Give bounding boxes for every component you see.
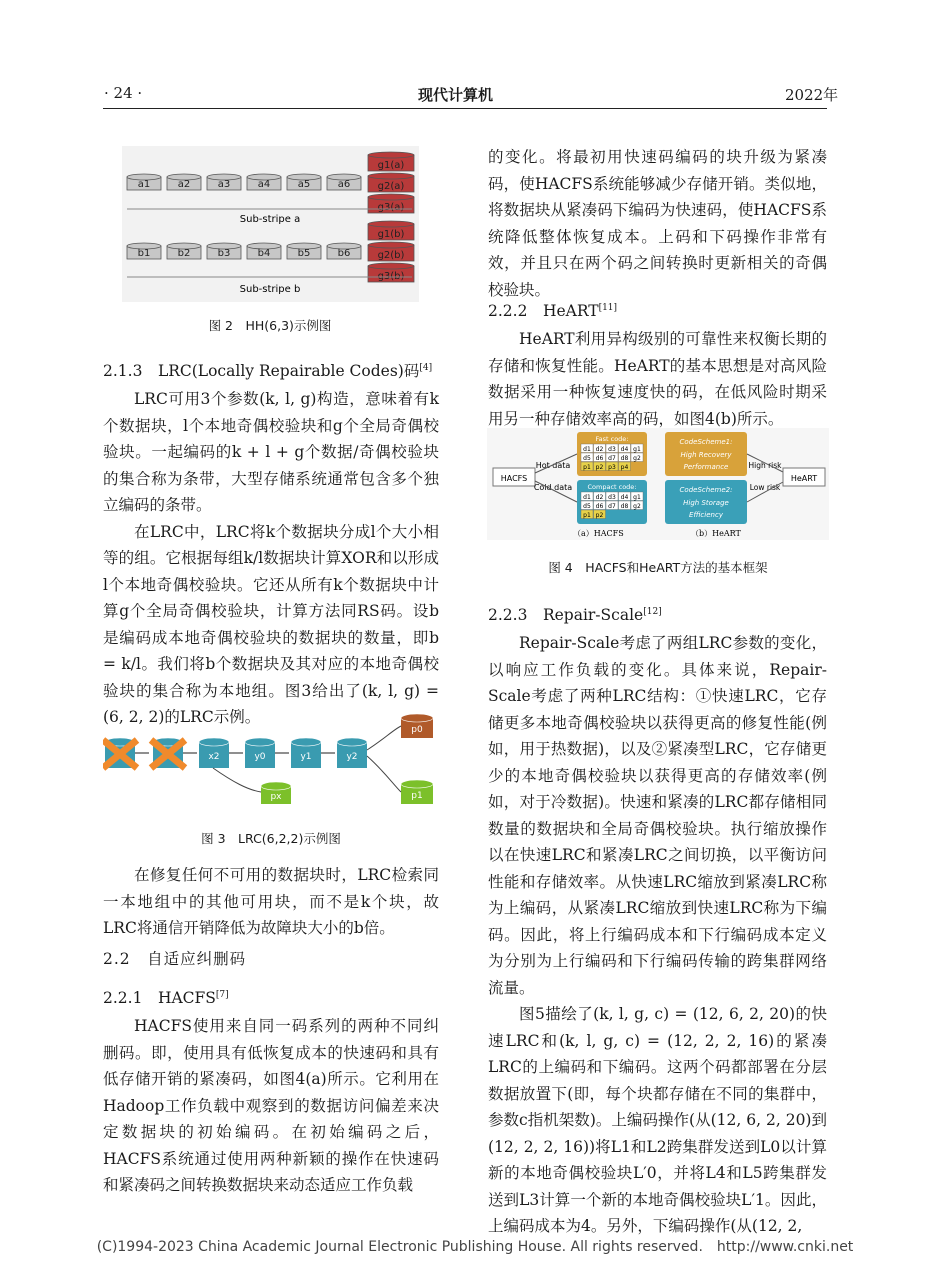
compact-grid-cell-label: d7 bbox=[608, 503, 616, 510]
parity-g3(b) bbox=[368, 263, 414, 282]
copyright-footer: (C)1994-2023 China Academic Journal Electronic Publishing House. All rights reserved. http://www.cnki.net bbox=[96, 1239, 854, 1255]
fast-grid-cell-label: p3 bbox=[608, 464, 616, 471]
parity-g2(a) bbox=[368, 173, 414, 192]
hot-data-label: Hot data bbox=[535, 461, 571, 470]
compact-code-title: Compact code: bbox=[587, 483, 637, 491]
figure-2 bbox=[122, 146, 419, 302]
codescheme2-title: CodeScheme2: bbox=[679, 486, 733, 494]
header-rule bbox=[103, 108, 827, 109]
sub-stripe-b-label: Sub-stripe b bbox=[239, 284, 301, 295]
figure-4 bbox=[487, 428, 829, 540]
fast-grid-cell-label: d1 bbox=[583, 446, 591, 453]
node-y1 bbox=[291, 738, 321, 768]
compact-grid-cell-label: d1 bbox=[583, 494, 591, 501]
fast-grid-cell-label: p2 bbox=[595, 464, 604, 471]
data-block-b6-label: b6 bbox=[337, 248, 351, 259]
parity-g3(a) bbox=[368, 194, 414, 213]
parity-g1(b)-label: g1(b) bbox=[377, 229, 405, 240]
compact-grid-cell-label: p2 bbox=[595, 512, 604, 519]
data-block-b3-label: b3 bbox=[217, 248, 231, 259]
data-block-b6 bbox=[327, 243, 361, 259]
parity-p0-label: p0 bbox=[411, 725, 423, 735]
section-2-2-2-heading: 2.2.2 HeART[11] bbox=[488, 302, 618, 321]
compact-grid-cell-label: g1 bbox=[633, 494, 641, 501]
figure-4-diagram bbox=[487, 428, 829, 540]
compact-grid-cell-label: d8 bbox=[620, 503, 629, 510]
hacfs-paragraph-continued: 的变化。将最初用快速码编码的块升级为紧凑码，使HACFS系统能够减少存储开销。类似地，将数据块从紧凑码下编码为快速码，使HACFS系统降低整体恢复成本。上码和下码操作非常有效，并且只在两个码之间转换时更新相关的奇偶校验块。 bbox=[488, 148, 827, 299]
data-block-a1 bbox=[127, 174, 161, 190]
parity-g3(a)-label: g3(a) bbox=[377, 202, 405, 213]
data-block-a3-label: a3 bbox=[217, 179, 231, 190]
parity-px bbox=[261, 782, 291, 804]
data-block-a4-label: a4 bbox=[257, 179, 271, 190]
data-block-a3 bbox=[207, 174, 241, 190]
compact-grid-cell-label: d5 bbox=[583, 503, 591, 510]
node-x2 bbox=[199, 738, 229, 768]
data-block-b1 bbox=[127, 243, 161, 259]
heart-paragraph: HeART利用异构级别的可靠性来权衡长期的存储和恢复性能。HeART的基本思想是对高风险数据采用一种恢复速度快的码，在低风险时期采用另一种存储效率高的码，如图4(b)所示。 bbox=[488, 330, 827, 428]
compact-grid-cell-label: p1 bbox=[583, 512, 591, 519]
fast-grid-cell-label: d8 bbox=[620, 455, 629, 462]
fast-grid-cell-label: g1 bbox=[633, 446, 641, 453]
year: 2022年 bbox=[785, 86, 839, 104]
parity-g1(a) bbox=[368, 152, 414, 171]
hacfs-paragraph: HACFS使用来自同一码系列的两种不同纠删码。即，使用具有低恢复成本的快速码和具有低存储开销的紧凑码，如图4(a)所示。它利用在Hadoop工作负载中观察到的数据访问偏差来决定数据块的初始编码。在初始编码之后，HACFS系统通过使用两种新颖的操作在快速码和紧凑码之间转换数据块来动态适应工作负载 bbox=[103, 1017, 439, 1194]
section-2-2-3-heading: 2.2.3 Repair-Scale[12] bbox=[488, 606, 662, 625]
lrc-paragraph-1: LRC可用3个参数(k, l, g)构造，意味着有k个数据块，l个本地奇偶校验块和g个全局奇偶校验块。一起编码的k + l + g个数据/奇偶校验块的集合称为条带，大型存储系统通常包含多个独立编码的条带。 bbox=[103, 390, 439, 514]
node-x2-label: x2 bbox=[208, 752, 220, 762]
journal-title: 现代计算机 bbox=[418, 86, 494, 104]
fast-grid-cell-label: d2 bbox=[595, 446, 604, 453]
node-y1-label: y1 bbox=[300, 752, 312, 762]
subfigure-a-label: （a）HACFS bbox=[573, 529, 624, 538]
high-risk-label: High risk bbox=[748, 461, 782, 470]
figure-3-diagram bbox=[103, 710, 439, 812]
fast-grid-cell-label: d6 bbox=[595, 455, 604, 462]
data-block-a5 bbox=[287, 174, 321, 190]
page-number: · 24 · bbox=[104, 84, 143, 102]
compact-grid-cell-label: g2 bbox=[633, 503, 641, 510]
arrow-to-px bbox=[213, 768, 261, 792]
data-block-b2 bbox=[167, 243, 201, 259]
node-y2 bbox=[337, 738, 367, 768]
heart-box-label: HeART bbox=[790, 474, 818, 483]
parity-g3(b)-label: g3(b) bbox=[377, 271, 405, 282]
parity-px-label: px bbox=[270, 792, 282, 802]
figure-2-diagram bbox=[122, 146, 419, 302]
figure-2-caption: 图 2 HH(6,3)示例图 bbox=[208, 318, 332, 333]
node-y2-label: y2 bbox=[346, 752, 358, 762]
data-block-a2-label: a2 bbox=[177, 179, 191, 190]
figure-3-caption: 图 3 LRC(6,2,2)示例图 bbox=[201, 831, 341, 846]
figure-4-caption: 图 4 HACFS和HeART方法的基本框架 bbox=[548, 560, 768, 575]
section-2-2-heading: 2.2 自适应纠删码 bbox=[103, 950, 247, 968]
fast-grid-cell-label: g2 bbox=[633, 455, 641, 462]
data-block-b4-label: b4 bbox=[257, 248, 271, 259]
data-block-a4 bbox=[247, 174, 281, 190]
lrc-repair-paragraph: 在修复任何不可用的数据块时，LRC检索同一本地组中的其他可用块，而不是k个块，故LRC将通信开销降低为故障块大小的b倍。 bbox=[103, 866, 439, 937]
codescheme1-line1: High Recovery bbox=[680, 451, 732, 459]
data-block-a6-label: a6 bbox=[337, 179, 351, 190]
fast-grid-cell-label: p4 bbox=[620, 464, 629, 471]
low-risk-label: Low risk bbox=[749, 483, 781, 492]
parity-g2(b)-label: g2(b) bbox=[377, 250, 405, 261]
data-block-b5-label: b5 bbox=[297, 248, 311, 259]
fast-grid-cell-label: p1 bbox=[583, 464, 591, 471]
codescheme2-line1: High Storage bbox=[683, 499, 729, 507]
parity-g2(b) bbox=[368, 242, 414, 261]
sub-stripe-a-label: Sub-stripe a bbox=[239, 214, 301, 225]
data-block-a1-label: a1 bbox=[137, 179, 151, 190]
hacfs-box-label: HACFS bbox=[500, 474, 528, 483]
data-block-b2-label: b2 bbox=[177, 248, 191, 259]
compact-grid-cell-label: d6 bbox=[595, 503, 604, 510]
codescheme2-line2: Efficiency bbox=[689, 511, 723, 519]
parity-g2(a)-label: g2(a) bbox=[377, 181, 405, 192]
codescheme1-title: CodeScheme1: bbox=[679, 438, 733, 446]
data-block-b3 bbox=[207, 243, 241, 259]
arrow-to-p0 bbox=[367, 726, 401, 750]
data-block-b1-label: b1 bbox=[137, 248, 151, 259]
section-2-2-1-heading: 2.2.1 HACFS[7] bbox=[103, 989, 229, 1008]
arrow-to-p1 bbox=[367, 756, 401, 792]
section-2-1-3-heading: 2.1.3 LRC(Locally Repairable Codes)码[4] bbox=[103, 362, 433, 381]
subfigure-b-label: （b）HeART bbox=[691, 529, 741, 538]
data-block-a2 bbox=[167, 174, 201, 190]
compact-grid-cell-label: d4 bbox=[620, 494, 629, 501]
compact-grid-cell-label: d2 bbox=[595, 494, 604, 501]
data-block-b4 bbox=[247, 243, 281, 259]
lrc-paragraph-2: 在LRC中，LRC将k个数据块分成l个大小相等的组。它根据每组k/l数据块计算XOR和以形成l个本地奇偶校验块。它还从所有k个数据块中计算g个全局奇偶校验块，计算方法同RS码。设b是编码成本地奇偶校验块的数据块的数量，即b = k/l。我们将b个数据块及其对应的本地奇偶校验块的集合称为本地组。图3给出了(k, l, g) = (6, 2, 2)的LRC示例。 bbox=[103, 522, 439, 726]
data-block-a5-label: a5 bbox=[297, 179, 311, 190]
repair-scale-paragraph-2: 图5描绘了(k, l, g, c) = (12, 6, 2, 20)的快速LRC和(k, l, g, c) = (12, 2, 2, 16)的紧凑LRC的上编码和下编码。这两个码都部署在分层数据放置下(即，每个块都存储在不同的集群中，参数c指机架数)。上编码操作(从(12, 6, 2, 20)到(12, 2, 2, 16))将L1和L2跨集群发送到L0以计算新的本地奇偶校验块L′0，并将L4和L5跨集群发送到L3计算一个新的本地奇偶校验块L′1。因此，上编码成本为4。另外，下编码操作(从(12, 2, bbox=[488, 1005, 827, 1235]
parity-p1 bbox=[401, 780, 433, 804]
fast-grid-cell-label: d4 bbox=[620, 446, 629, 453]
compact-grid-cell-label: d3 bbox=[608, 494, 616, 501]
parity-g1(b) bbox=[368, 221, 414, 240]
node-y0-label: y0 bbox=[254, 752, 266, 762]
data-block-b5 bbox=[287, 243, 321, 259]
node-y0 bbox=[245, 738, 275, 768]
repair-scale-paragraph-1: Repair-Scale考虑了两组LRC参数的变化，以响应工作负载的变化。具体来说，Repair-Scale考虑了两种LRC结构：①快速LRC，它存储更多本地奇偶校验块以获得更高的修复性能(例如，用于热数据)，以及②紧凑型LRC，它存储更少的本地奇偶校验块以获得更高的存储效率(例如，对于冷数据)。快速和紧凑的LRC都存储相同数量的数据块和全局奇偶校验块。执行缩放操作以在快速LRC和紧凑LRC之间切换，以平衡访问性能和存储效率。从快速LRC缩放到紧凑LRC称为上编码，从紧凑LRC缩放到快速LRC称为下编码。因此，将上行编码成本和下行编码成本定义为分别为上行编码和下行编码传输的跨集群网络流量。 bbox=[488, 634, 827, 997]
fast-code-title: Fast code: bbox=[595, 435, 629, 443]
parity-g1(a)-label: g1(a) bbox=[377, 160, 405, 171]
parity-p1-label: p1 bbox=[411, 791, 423, 801]
fast-grid-cell-label: d3 bbox=[608, 446, 616, 453]
parity-p0 bbox=[401, 714, 433, 738]
fast-grid-cell-label: d7 bbox=[608, 455, 616, 462]
fast-grid-cell-label: d5 bbox=[583, 455, 591, 462]
data-block-a6 bbox=[327, 174, 361, 190]
cold-data-label: Cold data bbox=[533, 483, 573, 492]
codescheme1-line2: Performance bbox=[683, 463, 729, 471]
figure-3 bbox=[103, 710, 439, 812]
